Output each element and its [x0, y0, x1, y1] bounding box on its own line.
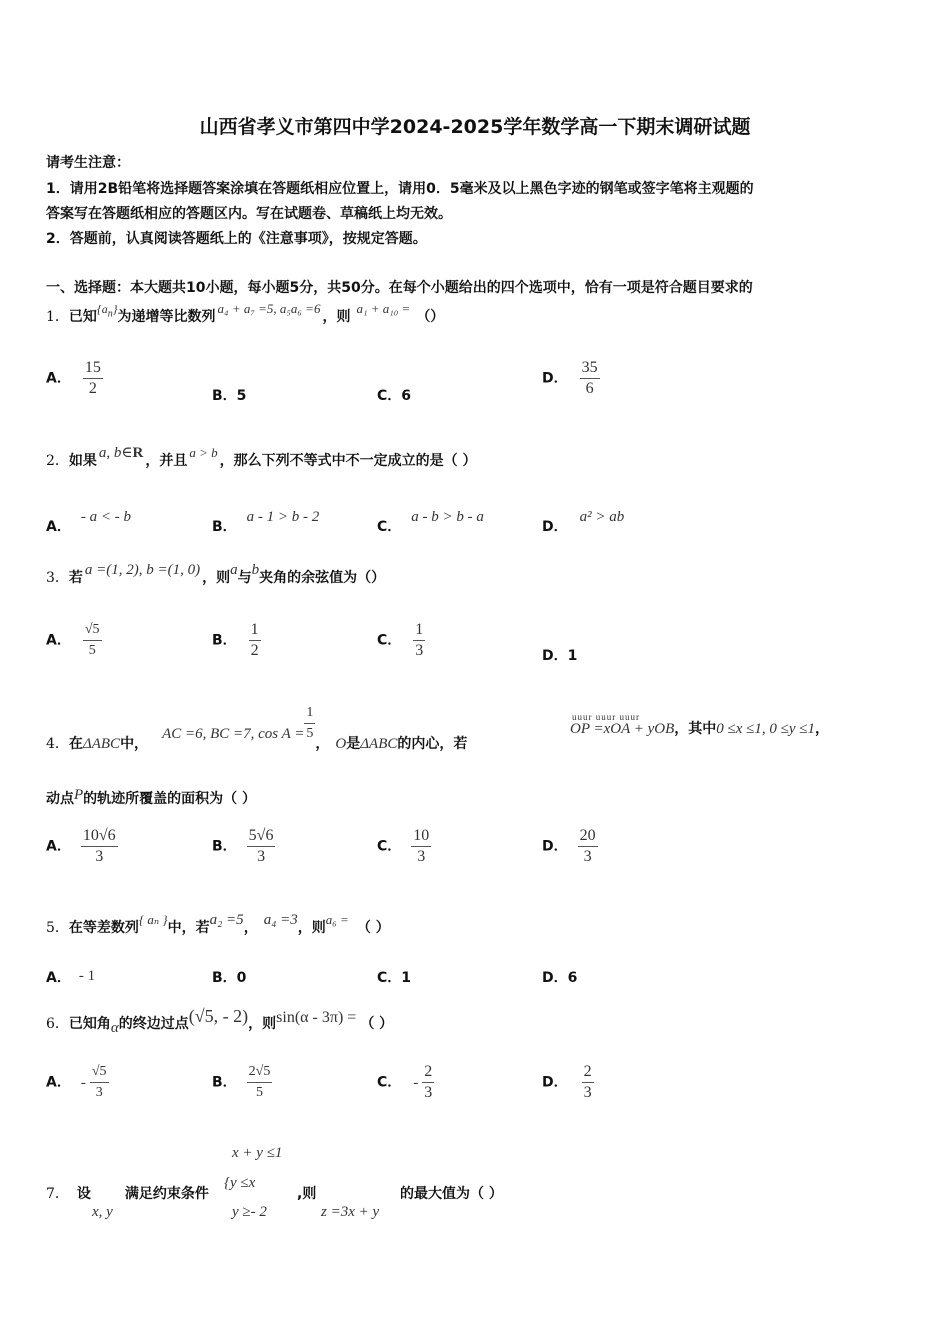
q5-option-b[interactable]: B．0	[212, 970, 247, 986]
q7-then: ,则	[297, 1186, 317, 1202]
q4-condition: AC =6, BC =7, cos A =	[162, 725, 305, 742]
q6-option-a[interactable]: A． - $\frac{√5}{3}$	[46, 1064, 107, 1100]
exam-title: 山西省孝义市第四中学2024-2025学年数学高一下期末调研试题	[199, 116, 751, 138]
q1-option-a[interactable]: A． $\frac{15}{2}$	[46, 359, 101, 397]
notice-heading: 请考生注意：	[46, 155, 130, 171]
q1-target: a₁ + a₁₀ =	[356, 301, 411, 316]
q7-constraint-3: y ≥- 2	[232, 1204, 267, 1220]
q3-option-a[interactable]: A． $\frac{√5}{5}$	[46, 622, 100, 658]
q7-variables: x, y	[92, 1204, 113, 1220]
question-6: 6．已知角α的终边过点(√5, - 2)，则sin(α - 3π) = （ ）	[46, 1006, 394, 1036]
question-5: 5．在等差数列{ aₙ }中，若a₂ =5， a₄ =3，则a₆ =（ ）	[46, 912, 390, 936]
question-7: 7． 设 满足约束条件	[46, 1186, 209, 1202]
q7-ask: 的最大值为（ ）	[400, 1186, 503, 1202]
q2-option-d[interactable]: D．a² > ab	[542, 509, 625, 535]
q5-option-d[interactable]: D．6	[542, 970, 578, 986]
q7-constraint-2: {y ≤x	[224, 1175, 256, 1191]
q7-constraint-1: x + y ≤1	[232, 1145, 283, 1161]
q1-seq: $\{a_n\}$	[96, 302, 118, 320]
q2-option-c[interactable]: C．a - b > b - a	[377, 509, 484, 535]
q1-number: 1．	[46, 309, 69, 325]
q6-option-d[interactable]: D． $\frac{2}{3}$	[542, 1063, 592, 1101]
q3-option-b[interactable]: B． $\frac{1}{2}$	[212, 621, 259, 659]
q4-option-c[interactable]: C． $\frac{10}{3}$	[377, 827, 430, 865]
notice-item-1b: 答案写在答题纸相应的答题区内。写在试题卷、草稿纸上均无效。	[46, 206, 452, 222]
q6-point: (√5, - 2)	[188, 1006, 249, 1026]
q1-option-b[interactable]: B．5	[212, 388, 247, 404]
q3-option-c[interactable]: C． $\frac{1}{3}$	[377, 621, 424, 659]
question-3: 3．若 a =(1, 2), b =(1, 0) ，则a与b夹角的余弦值为（）	[46, 562, 386, 586]
q1-option-c[interactable]: C．6	[377, 388, 412, 404]
q2-option-b[interactable]: B．a - 1 > b - 2	[212, 509, 320, 535]
q6-option-c[interactable]: C． - $\frac{2}{3}$	[377, 1063, 433, 1101]
q6-expression: sin(α - 3π) =	[276, 1009, 357, 1026]
q7-objective: z =3x + y	[321, 1204, 380, 1220]
question-2: 2．如果 a, b∈R ，并且a > b，那么下列不等式中不一定成立的是（ ）	[46, 445, 477, 469]
section-heading: 一、选择题：本大题共10小题，每小题5分，共50分。在每个小题给出的四个选项中，恰有一项是符合题目要求的	[46, 280, 753, 296]
q1-condition: a₄ + a₇ =5, a₅a₆ =6	[217, 301, 321, 316]
q5-option-c[interactable]: C．1	[377, 970, 412, 986]
q3-option-d[interactable]: D．1	[542, 648, 578, 664]
q4-option-a[interactable]: A． $\frac{10√6}{3}$	[46, 827, 116, 865]
q2-domain: a, b∈R	[98, 445, 144, 461]
q6-option-b[interactable]: B． $\frac{2√5}{5}$	[212, 1064, 271, 1100]
q4-option-b[interactable]: B． $\frac{5√6}{3}$	[212, 827, 274, 865]
question-4: 4．在ΔABC中，AC =6, BC =7, cos A = $\frac{1}{5}$ ， O是ΔABC的内心，若	[46, 705, 468, 752]
q2-option-a[interactable]: A．- a < - b	[46, 509, 131, 535]
q4-option-d[interactable]: D． $\frac{20}{3}$	[542, 827, 596, 865]
q4-vector-eq: uuur uuur uuur OP =xOA + yOB，其中0 ≤x ≤1, 0 ≤y ≤1，	[570, 712, 830, 737]
notice-item-2: 2．答题前，认真阅读答题纸上的《注意事项》，按规定答题。	[46, 231, 427, 247]
notice-item-1a: 1．请用2B铅笔将选择题答案涂填在答题纸相应位置上，请用0．5毫米及以上黑色字迹的钢笔或签字笔将主观题的	[46, 181, 754, 197]
question-4-cont: 动点P的轨迹所覆盖的面积为（ ）	[46, 787, 257, 807]
q2-condition: a > b	[189, 445, 218, 460]
q3-vectors: a =(1, 2), b =(1, 0)	[84, 562, 201, 578]
q1-option-d[interactable]: D． $\frac{35}{6}$	[542, 359, 598, 397]
question-1: 1．已知$\{a_n\}$为递增等比数列a₄ + a₇ =5, a₅a₆ =6，则a₁ + a₁₀ =（）	[46, 301, 445, 325]
q5-option-a[interactable]: A． - 1	[46, 968, 96, 986]
